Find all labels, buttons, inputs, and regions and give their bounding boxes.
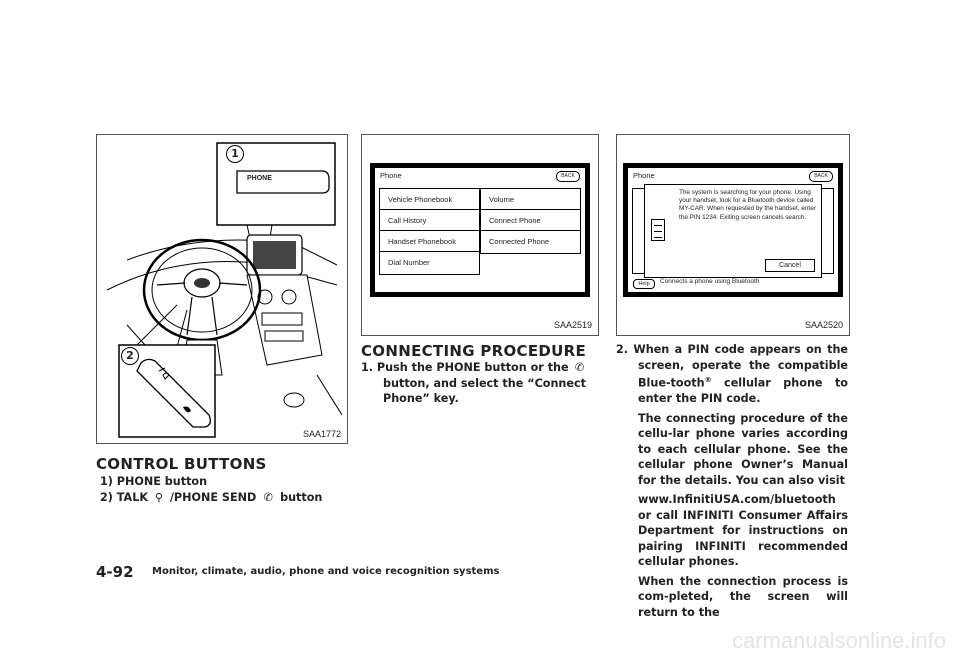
menu-right [480,188,581,254]
step-2-para-2: www.InfinitiUSA.com/bluetooth or call INFINITI Consumer Affairs Department for instructions on pairing INFINITI recommended cellular phones. [638,493,848,569]
section-title: Monitor, climate, audio, phone and voice recognition systems [152,566,500,577]
phone-button-label: PHONE [247,175,272,182]
control-item-2-talk: 2) TALK [100,491,149,504]
page-number: 4-92 [96,563,134,581]
cancel-button[interactable]: Cancel [765,259,815,272]
dashboard-illustration [97,135,347,443]
figure-phone-menu [361,134,599,336]
figure-code: SAA1772 [302,429,341,439]
step-2-para-1: The connecting procedure of the cellu-lar phone varies according to each cellular phone. See the cellular phone Owner’s Manual for the details. You can also visit [638,411,848,487]
help-button[interactable]: Help [633,279,655,289]
step-1-text-a: 1. Push the PHONE button or the [361,361,569,374]
menu-item-connect-phone[interactable]: Connect Phone [481,210,580,231]
dialog-message: The system is searching for your phone. Using your handset, look for a Bluetooth device called MY-CAR. When requested by the handset, enter the PIN 1234. Exiting screen cancels search. [679,189,816,221]
status-text: Connects a phone using Bluetooth [660,278,760,285]
figure-search-dialog [616,134,850,336]
step-2-text-a: 2. When a PIN code appears on the screen, operate the compatible Blue-tooth [616,343,848,390]
screen [374,167,586,293]
back-button[interactable]: BACK [556,171,580,182]
phone-send-icon: ✆ [574,361,585,374]
control-item-2-button: button [280,491,323,504]
control-buttons-heading: CONTROL BUTTONS [96,455,267,473]
screen-title: Phone [380,171,402,180]
callout-2-marker: 2 [121,347,139,365]
menu-left [379,188,480,275]
control-item-2 [100,490,322,506]
talk-icon: ⚲ [154,491,164,504]
menu-item-dial-number[interactable]: Dial Number [388,258,430,267]
step-1-text-b: button, and select the “Connect Phone” key. [383,376,586,405]
screen-bezel [623,163,843,297]
figure-dashboard [96,134,348,444]
menu-item-handset-phonebook[interactable]: Handset Phonebook [380,231,479,252]
back-button[interactable]: BACK [809,171,833,182]
figure-code: SAA2520 [804,320,843,330]
watermark: carmanualsonline.info [731,628,946,653]
menu-item-call-history[interactable]: Call History [380,210,479,231]
callout-1-marker: 1 [226,145,244,163]
keypad-icon [651,219,665,241]
screen-bezel [370,163,590,297]
step-2-para-3: When the connection process is com-pleted, the screen will return to the [638,574,848,619]
search-dialog [644,184,822,278]
menu-item-volume[interactable]: Volume [481,189,580,210]
screen [627,167,839,293]
control-item-1: 1) PHONE button [100,475,208,488]
step-2-text-b: cellular phone to enter the PIN code. [638,376,848,406]
figure-code: SAA2519 [553,320,592,330]
step-1 [361,360,595,407]
menu-item-vehicle-phonebook[interactable]: Vehicle Phonebook [380,189,479,210]
control-item-2-send: /PHONE SEND [169,491,257,504]
screen-title: Phone [633,171,655,180]
step-2 [616,342,848,620]
connecting-heading: CONNECTING PROCEDURE [361,342,587,360]
phone-send-icon: ✆ [263,491,273,504]
registered-mark: ® [704,376,712,384]
menu-item-connected-phone[interactable]: Connected Phone [489,237,550,246]
